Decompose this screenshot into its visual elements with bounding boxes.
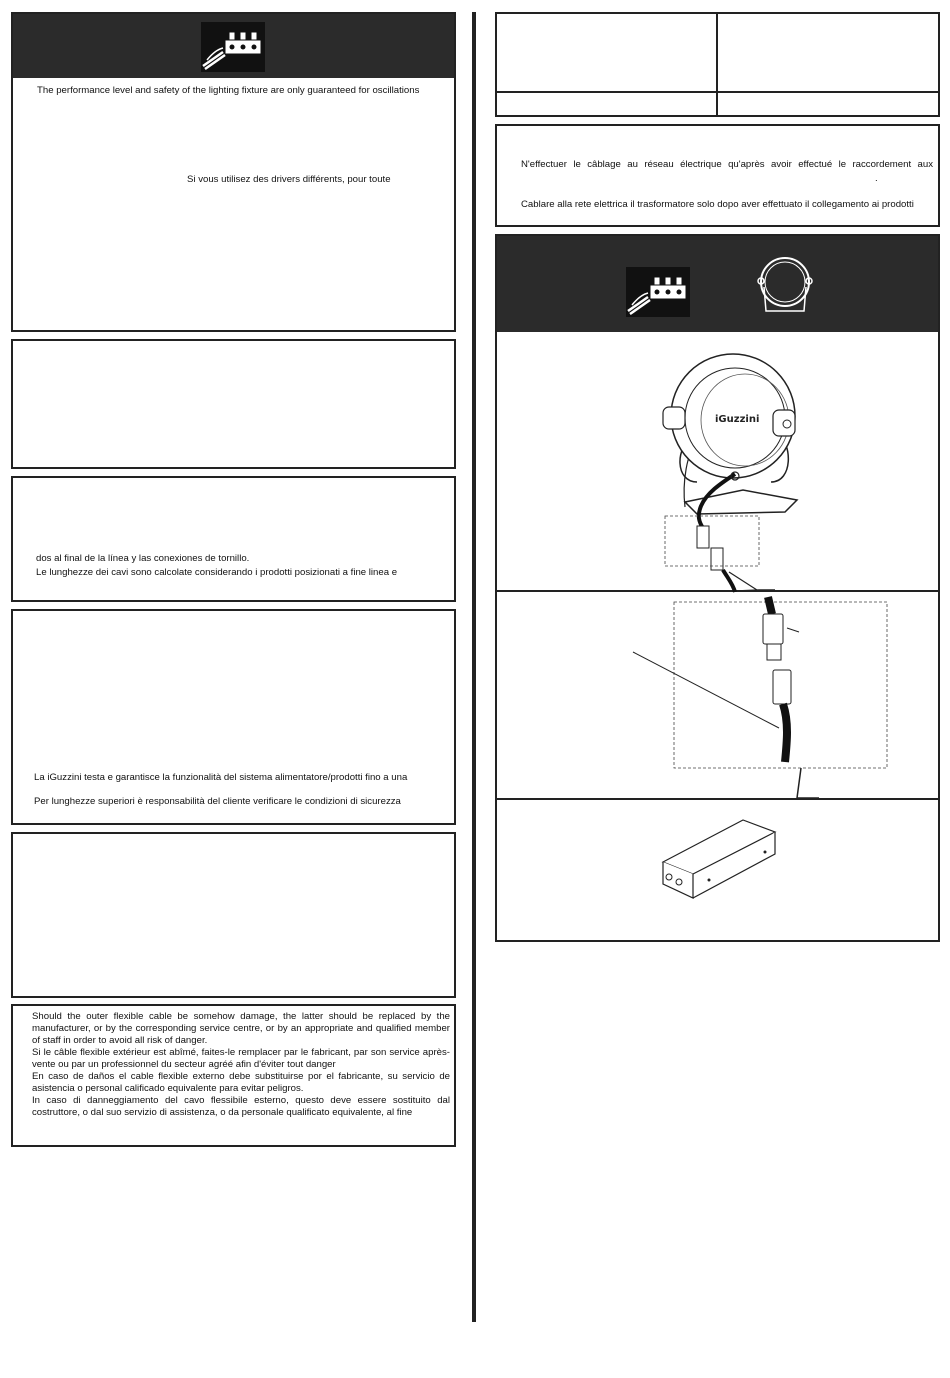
mains-wiring-dot: . — [875, 173, 878, 184]
notice-box-system-test — [11, 609, 456, 825]
spec-table — [495, 12, 940, 117]
table-vertical-line — [716, 14, 718, 115]
column-divider — [472, 12, 476, 1322]
wiring-terminal-icon — [201, 22, 265, 72]
mains-wiring-text-fr: N'effectuer le câblage au réseau électrique qu'après avoir effectué le raccordement aux — [521, 159, 933, 170]
installation-figure — [495, 234, 940, 942]
drivers-text-fr: Si vous utilisez des drivers différents, pour toute — [187, 174, 391, 185]
system-test-text-it: La iGuzzini testa e garantisce la funzionalità del sistema alimentatore/prodotti fino a una — [34, 772, 408, 783]
mains-wiring-text-it: Cablare alla rete elettrica il trasformatore solo dopo aver effettuato il collegamento ai prodotti — [521, 199, 914, 210]
notice-box-mains-wiring — [495, 124, 940, 227]
responsibility-text-it: Per lunghezze superiori è responsabilità del cliente verificare le condizioni di sicurezza — [34, 796, 401, 807]
notice-box-performance — [11, 12, 456, 332]
cable-text-it: Le lunghezze dei cavi sono calcolate considerando i prodotti posizionati a fine linea e — [36, 567, 398, 578]
figure-header-band — [497, 236, 938, 332]
flexible-cable-paragraphs — [32, 1011, 450, 1119]
table-horizontal-line — [497, 91, 938, 93]
flexible-cable-text-fr: Si le câble flexible extérieur est abîmé, faites-le remplacer par le fabricant, par son service après-vente ou par un professionnel du secteur agréé afin d'éviter tout danger — [32, 1047, 450, 1070]
notice-box-2 — [11, 339, 456, 469]
brand-label: iGuzzini — [715, 414, 760, 425]
notice-box-5 — [11, 832, 456, 998]
notice-box-cable-length — [11, 476, 456, 602]
flexible-cable-text-en: Should the outer flexible cable be somehow damage, the latter should be replaced by the manufacturer, or by the corresponding service centre, or by an appropriate and qualified member of staff in order to avoid all risk of danger. — [32, 1011, 450, 1046]
flexible-cable-text-es: En caso de daños el cable flexible externo debe substituirse por el fabricante, su servicio de asistencia o personal calificado equivalente para evitar peligros. — [32, 1071, 450, 1094]
performance-text-en: The performance level and safety of the lighting fixture are only guaranteed for oscillations — [37, 85, 420, 96]
fixture-icon — [752, 253, 818, 319]
floodlight-drawing — [497, 332, 938, 942]
flexible-cable-text-it: In caso di danneggiamento del cavo flessibile esterno, questo deve essere sostituito dal costruttore, o dal suo servizio di assistenza, o da personale qualificato equivalente, al fine — [32, 1095, 450, 1118]
wiring-terminal-icon — [626, 267, 690, 317]
notice-box-flexible-cable — [11, 1004, 456, 1147]
cable-text-es: dos al final de la línea y las conexiones de tornillo. — [36, 553, 250, 564]
